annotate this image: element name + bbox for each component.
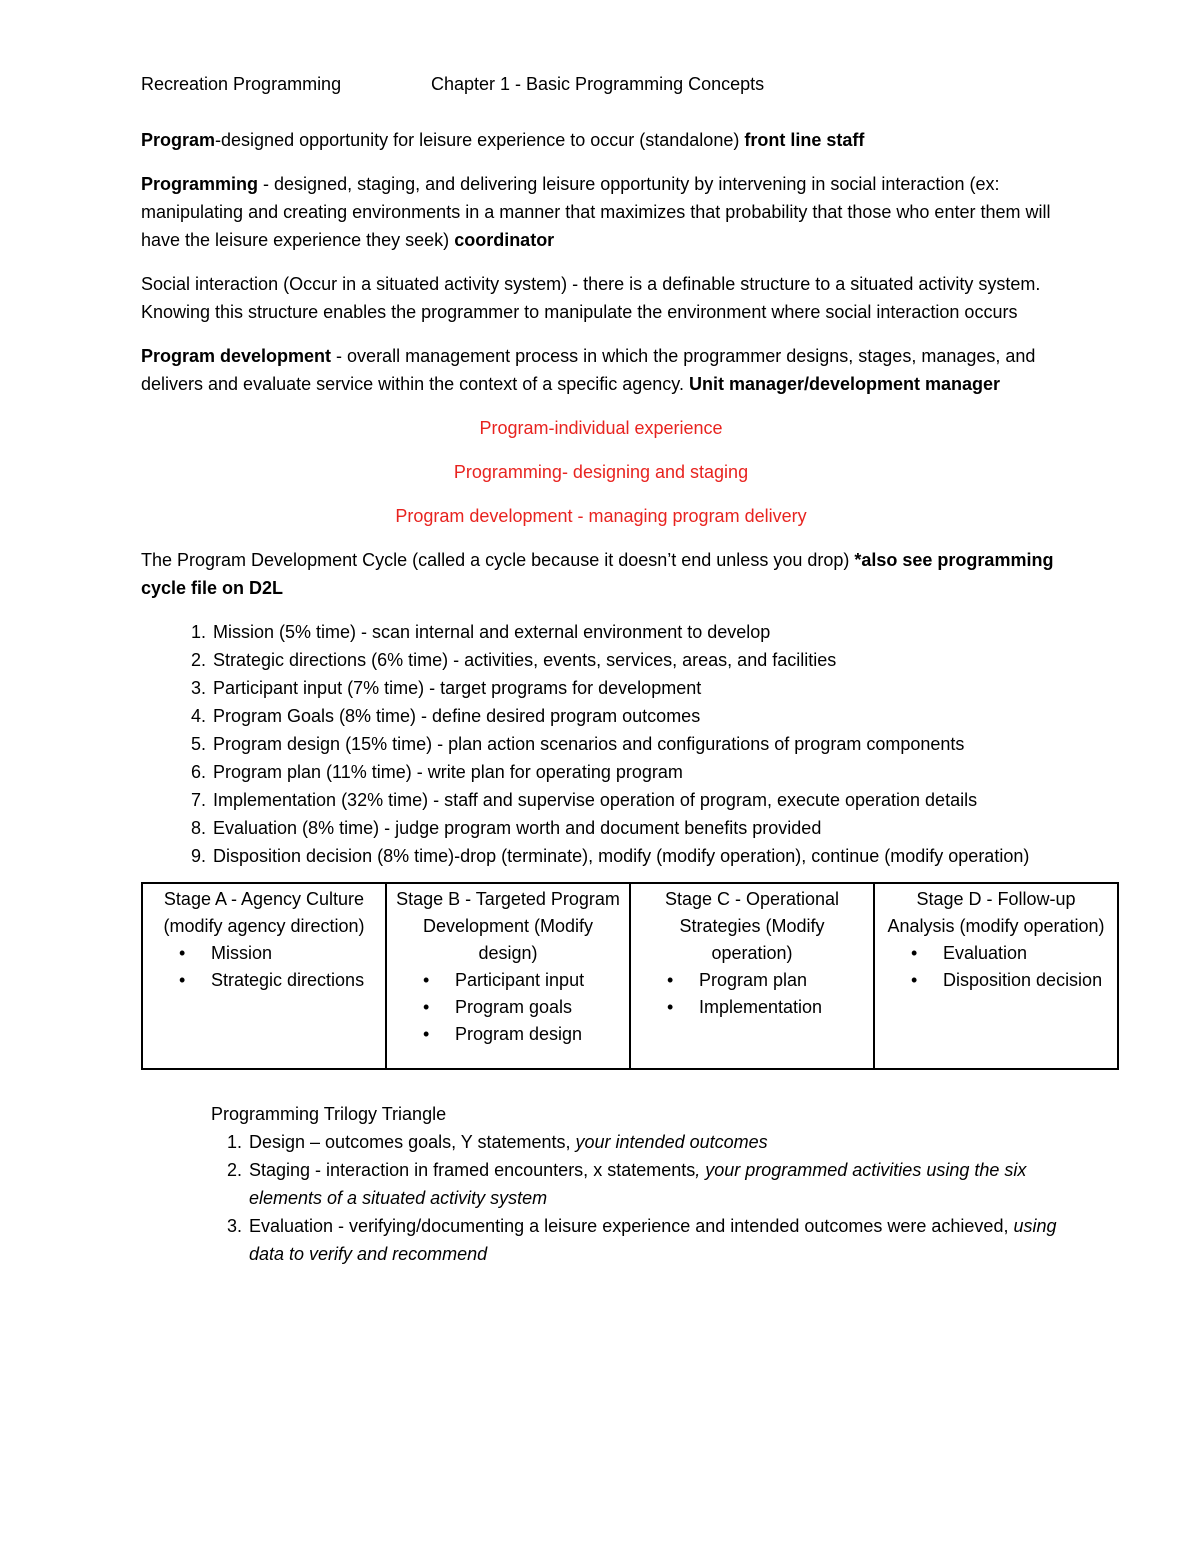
stage-item: Program design xyxy=(455,1024,583,1044)
stages-row xyxy=(142,883,1118,1069)
trilogy-item xyxy=(247,1156,1061,1212)
bullet-icon: • xyxy=(667,970,674,990)
cycle-step: 3. Participant input (7% time) - target programs for development xyxy=(211,674,1061,702)
cycle-step: 4. Program Goals (8% time) - define desired program outcomes xyxy=(211,702,1061,730)
list-item xyxy=(149,967,379,994)
bullet-icon: • xyxy=(911,970,918,990)
cycle-step: 6. Program plan (11% time) - write plan for operating program xyxy=(211,758,1061,786)
definition-programming xyxy=(141,170,1061,254)
stage-a-title: Stage A - Agency Culture (modify agency direction) xyxy=(163,889,365,936)
stage-c-cell xyxy=(630,883,874,1069)
summary-line-2: Programming- designing and staging xyxy=(453,462,749,482)
page-header xyxy=(141,70,1061,98)
stage-item: Evaluation xyxy=(943,943,1028,963)
trilogy-item-text: Design – outcomes goals, Y statements, xyxy=(249,1132,576,1152)
cycle-step: 5. Program design (15% time) - plan action scenarios and configurations of program components xyxy=(211,730,1061,758)
definition-program xyxy=(141,126,1061,154)
list-item xyxy=(393,1021,623,1048)
stage-d-title: Stage D - Follow-up Analysis (modify operation) xyxy=(887,889,1105,936)
stage-item: Program goals xyxy=(455,997,573,1017)
trilogy-list xyxy=(211,1128,1061,1268)
stage-b-title: Stage B - Targeted Program Development (Modify design) xyxy=(396,889,620,963)
definition-programming-text: - designed, staging, and delivering leisure opportunity by intervening in social interaction (ex: manipulating and creating environments in a manner that maximizes that probability that those who enter them will have the leisure experience they seek) xyxy=(141,174,1051,250)
document-page xyxy=(141,70,1105,1268)
trilogy-item xyxy=(247,1128,1061,1156)
stage-item: Strategic directions xyxy=(211,970,365,990)
bullet-icon: • xyxy=(911,943,918,963)
stage-d-cell xyxy=(874,883,1118,1069)
list-item xyxy=(393,994,623,1021)
cycle-intro-bold: *also see programming cycle file on D2L xyxy=(141,550,1054,598)
cycle-intro-text: The Program Development Cycle (called a cycle because it doesn’t end unless you drop) xyxy=(141,550,855,570)
bullet-icon: • xyxy=(179,943,186,963)
stage-d-list xyxy=(881,940,1111,994)
list-item xyxy=(149,940,379,967)
trilogy-title: Programming Trilogy Triangle xyxy=(211,1104,447,1124)
definition-program-development-text: - overall management process in which the programmer designs, stages, manages, and delivers and evaluate service within the context of a specific agency. xyxy=(141,346,1036,394)
cycle-step: 1. Mission (5% time) - scan internal and external environment to develop xyxy=(211,618,1061,646)
list-item xyxy=(393,967,623,994)
cycle-steps-list xyxy=(141,618,1061,870)
bullet-icon: • xyxy=(423,1024,430,1044)
bullet-icon: • xyxy=(667,997,674,1017)
cycle-intro xyxy=(141,546,1061,602)
stage-a-cell xyxy=(142,883,386,1069)
term-program: Program xyxy=(141,130,216,150)
role-programming: coordinator xyxy=(454,230,555,250)
summary-line-3: Program development - managing program delivery xyxy=(395,506,807,526)
chapter-title: Chapter 1 - Basic Programming Concepts xyxy=(431,74,765,94)
stage-item: Participant input xyxy=(455,970,585,990)
stage-item: Program plan xyxy=(699,970,808,990)
stage-c-title: Stage C - Operational Strategies (Modify operation) xyxy=(664,889,840,963)
cycle-step: 7. Implementation (32% time) - staff and supervise operation of program, execute operation details xyxy=(211,786,1061,814)
cycle-step: 9. Disposition decision (8% time)-drop (terminate), modify (modify operation), continue (modify operation) xyxy=(211,842,1061,870)
term-program-development: Program development xyxy=(141,346,332,366)
stage-item: Implementation xyxy=(699,997,823,1017)
trilogy-item-text: Evaluation - verifying/documenting a leisure experience and intended outcomes were achieved, xyxy=(249,1216,1014,1236)
trilogy-item-italic: using data to verify and recommend xyxy=(249,1216,1057,1264)
cycle-step: 2. Strategic directions (6% time) - activities, events, services, areas, and facilities xyxy=(211,646,1061,674)
course-title: Recreation Programming xyxy=(141,74,342,94)
stage-b-list xyxy=(393,967,623,1048)
summary-line-1: Program-individual experience xyxy=(479,418,723,438)
stage-item: Mission xyxy=(211,943,273,963)
definition-program-development xyxy=(141,342,1061,398)
stage-c-list xyxy=(637,967,867,1021)
trilogy-item-italic: , your programmed activities using the six elements of a situated activity system xyxy=(249,1160,1027,1208)
list-item xyxy=(637,967,867,994)
definition-program-text: -designed opportunity for leisure experience to occur (standalone) xyxy=(215,130,745,150)
stage-b-cell xyxy=(386,883,630,1069)
stages-table xyxy=(141,882,1119,1070)
role-program-development: Unit manager/development manager xyxy=(688,374,1001,394)
bullet-icon: • xyxy=(423,997,430,1017)
trilogy-section xyxy=(141,1100,1061,1268)
list-item xyxy=(637,994,867,1021)
list-item xyxy=(881,967,1111,994)
bullet-icon: • xyxy=(423,970,430,990)
term-programming: Programming xyxy=(141,174,259,194)
bullet-icon: • xyxy=(179,970,186,990)
stage-item: Disposition decision xyxy=(943,970,1103,990)
cycle-step: 8. Evaluation (8% time) - judge program worth and document benefits provided xyxy=(211,814,1061,842)
list-item xyxy=(881,940,1111,967)
definition-social-interaction: Social interaction (Occur in a situated activity system) - there is a definable structure to a situated activity system. Knowing this structure enables the programmer to manipulate the environment where social interaction occurs xyxy=(141,274,1041,322)
stage-a-list xyxy=(149,940,379,994)
role-program: front line staff xyxy=(744,130,865,150)
trilogy-item xyxy=(247,1212,1061,1268)
trilogy-item-italic: your intended outcomes xyxy=(575,1132,768,1152)
trilogy-item-text: Staging - interaction in framed encounters, x statements xyxy=(249,1160,696,1180)
